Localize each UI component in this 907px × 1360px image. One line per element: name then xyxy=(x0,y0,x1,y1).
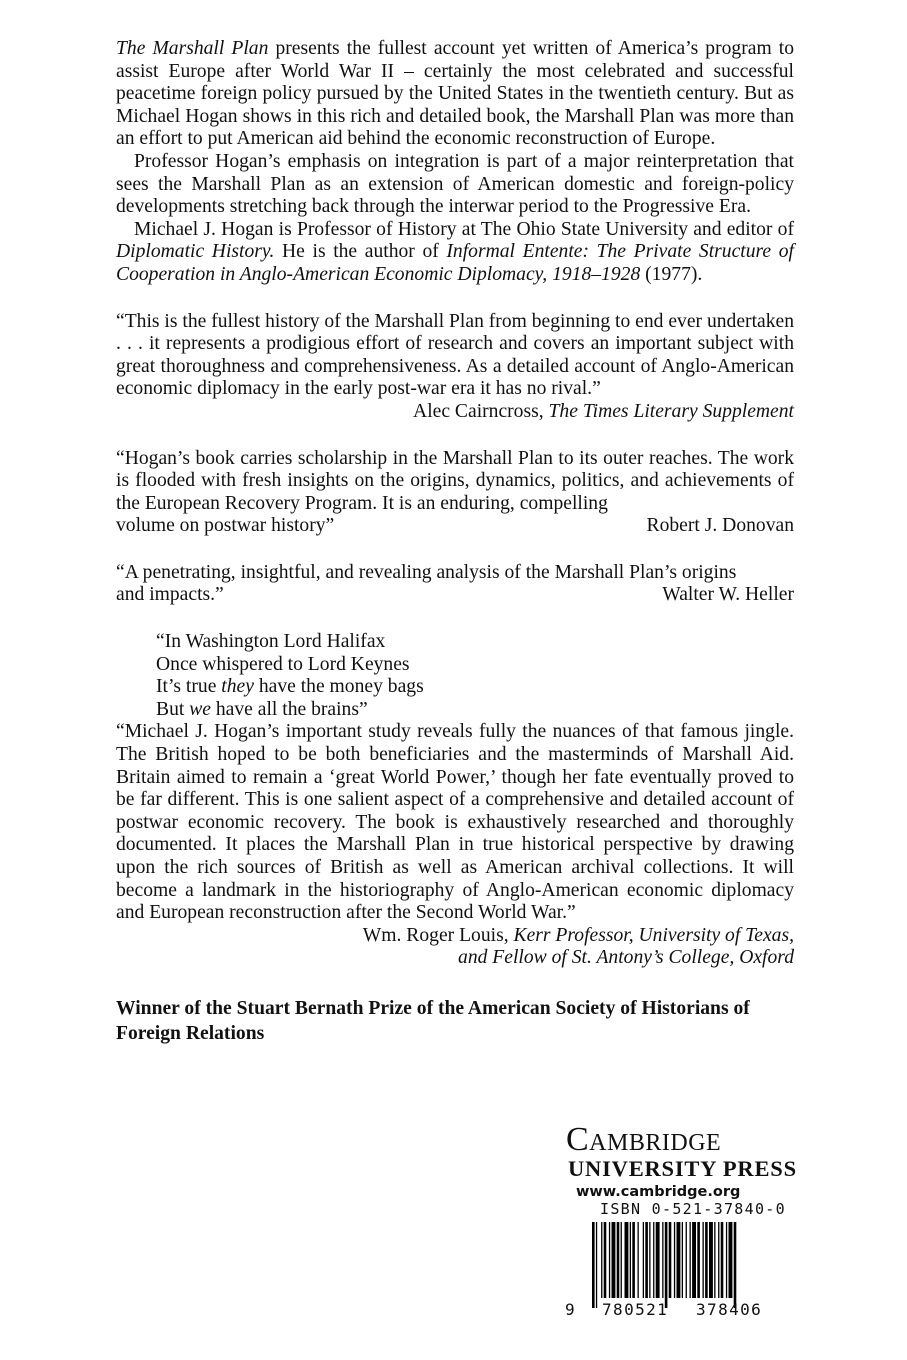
review-text-end: volume on postwar history” xyxy=(116,515,335,537)
barcode-bar xyxy=(703,1222,704,1298)
barcode-bar xyxy=(621,1222,622,1298)
verse-line xyxy=(156,699,794,722)
review-text-end: and impacts.” xyxy=(116,584,224,606)
barcode-bar xyxy=(617,1222,620,1298)
barcode-bar xyxy=(714,1222,715,1298)
reviewer-name: Robert J. Donovan xyxy=(646,515,794,537)
barcode-bar xyxy=(682,1222,683,1298)
barcode-bar xyxy=(601,1222,602,1298)
barcode-bar xyxy=(638,1222,639,1298)
verse-line: “In Washington Lord Halifax xyxy=(156,631,386,653)
verse-line: Once whispered to Lord Keynes xyxy=(156,653,410,675)
reviewer-affiliation: and Fellow of St. Antony’s College, Oxford xyxy=(458,947,794,969)
barcode-bar xyxy=(718,1222,719,1298)
barcode-bar xyxy=(705,1222,708,1298)
review-cairncross: “This is the fullest history of the Marshall Plan from beginning to end ever undertaken . . . it represents a prodigious effort of research and covers an important subject with great thoroughness and comprehensiveness. As a detailed account of Anglo-American economic diplomacy in the early post-war era it has no rival.” xyxy=(116,310,795,400)
bio-text: Michael J. Hogan is Professor of History at The Ohio State University and editor of xyxy=(134,218,794,240)
barcode-bar xyxy=(643,1222,644,1298)
verse-text: But xyxy=(156,698,190,720)
book-title: The Marshall Plan xyxy=(116,38,269,59)
barcode-bar xyxy=(686,1222,687,1298)
barcode-bar xyxy=(692,1222,696,1298)
bio-text: He is the author of xyxy=(274,241,447,263)
review-attribution xyxy=(116,584,794,607)
barcode-bar xyxy=(669,1222,672,1298)
barcode-bar xyxy=(674,1222,675,1298)
bio-text: (1977). xyxy=(640,263,703,285)
barcode-bar xyxy=(665,1222,668,1308)
barcode-bar xyxy=(630,1222,631,1298)
reviewer-name: Wm. Roger Louis, xyxy=(362,924,514,946)
barcode-group-right: 378406 xyxy=(696,1300,763,1319)
barcode-bar xyxy=(609,1222,610,1298)
publisher-logo xyxy=(566,1122,806,1200)
barcode-bar xyxy=(645,1222,648,1298)
barcode-bar xyxy=(649,1222,650,1298)
author-bio xyxy=(116,219,794,287)
barcode-bar xyxy=(612,1222,616,1298)
barcode-bar xyxy=(709,1222,713,1298)
review-attribution-2 xyxy=(116,947,794,970)
publisher-url: www.cambridge.org xyxy=(576,1184,741,1200)
barcode-bar xyxy=(662,1222,663,1298)
verse-text: have all the brains” xyxy=(210,698,368,720)
review-attribution xyxy=(116,925,794,948)
barcode-bar xyxy=(721,1222,724,1298)
barcode-bar xyxy=(592,1222,595,1308)
prize-statement: Winner of the Stuart Bernath Prize of the American Society of Historians of Foreign Relations xyxy=(116,997,750,1044)
jingle-verse xyxy=(156,631,794,721)
blurb-paragraph-1 xyxy=(116,38,794,151)
review-attribution xyxy=(116,515,794,538)
verse-text: have the money bags xyxy=(253,676,424,698)
review-source: The Times Literary Supplement xyxy=(548,400,794,422)
publisher-name: Cambridge xyxy=(566,1121,722,1158)
barcode-group-left: 780521 xyxy=(602,1300,669,1319)
barcode-bar xyxy=(653,1222,654,1298)
barcode-bar xyxy=(596,1222,597,1308)
barcode-bar xyxy=(677,1222,681,1298)
review-heller: “A penetrating, insightful, and revealing analysis of the Marshall Plan’s origins xyxy=(116,561,737,583)
isbn-label: ISBN 0-521-37840-0 xyxy=(600,1200,786,1218)
barcode-bar xyxy=(726,1222,727,1298)
review-attribution xyxy=(116,401,794,424)
barcode-lead-digit: 9 xyxy=(565,1300,575,1319)
review-donovan: “Hogan’s book carries scholarship in the Marshall Plan to its outer reaches. The work is flooded with fresh insights on the origins, dynamics, politics, and achievements of the European Recovery Program. It is an enduring, compelling xyxy=(116,447,794,514)
barcode-bar xyxy=(729,1222,733,1298)
barcode-bar xyxy=(656,1222,660,1298)
reviewer-title: Kerr Professor, University of Texas, xyxy=(513,924,794,946)
publisher-press: UNIVERSITY PRESS xyxy=(568,1156,797,1181)
barcode-bar xyxy=(690,1222,691,1298)
verse-line xyxy=(156,676,794,699)
barcode-bar xyxy=(734,1222,737,1308)
barcode-bar xyxy=(697,1222,700,1298)
verse-emphasis: we xyxy=(189,698,211,720)
barcode xyxy=(592,1222,784,1308)
barcode-bar xyxy=(632,1222,635,1298)
reviewer-name: Walter W. Heller xyxy=(662,584,794,606)
blurb-text: presents the fullest account yet written of America’s program to assist Europe after World War II – certainly the most celebrated and successful peacetime foreign policy pursued by the United States in the twentieth century. But as Michael Hogan shows in this rich and detailed book, the Marshall Plan was more than an effort to put American aid behind the economic reconstruction of Europe. xyxy=(116,38,795,150)
verse-text: It’s true xyxy=(156,676,222,698)
journal-title: Diplomatic History. xyxy=(116,241,275,263)
barcode-digits xyxy=(565,1300,795,1322)
barcode-bar xyxy=(625,1222,629,1298)
reviewer-name: Alec Cairncross, xyxy=(413,400,549,422)
previous-book-title: Informal Entente: The Private Structure of Cooperation in Anglo-American Economic Diplomacy, 1918–1928 xyxy=(116,241,794,285)
barcode-bar xyxy=(604,1222,607,1298)
blurb-paragraph-2: Professor Hogan’s emphasis on integration is part of a major reinterpretation that sees the Marshall Plan as an extension of American domestic and foreign-policy developments stretching back through the interwar period to the Progressive Era. xyxy=(116,150,794,218)
verse-emphasis: they xyxy=(221,676,254,698)
review-louis: “Michael J. Hogan’s important study reveals fully the nuances of that famous jingle. The British hoped to be both beneficiaries and the masterminds of Marshall Aid. Britain aimed to remain a ‘great World Power,’ though her fate eventually proved to be far different. This is one salient aspect of a comprehensive and detailed account of postwar economic recovery. The book is exhaustively researched and thoroughly documented. It places the Marshall Plan in true historical perspective by drawing upon the rich sources of British as well as American archival collections. It will become a landmark in the historiography of Anglo-American economic diplomacy and European reconstruction after the Second World War.” xyxy=(116,721,794,924)
back-cover-text xyxy=(116,38,794,1046)
